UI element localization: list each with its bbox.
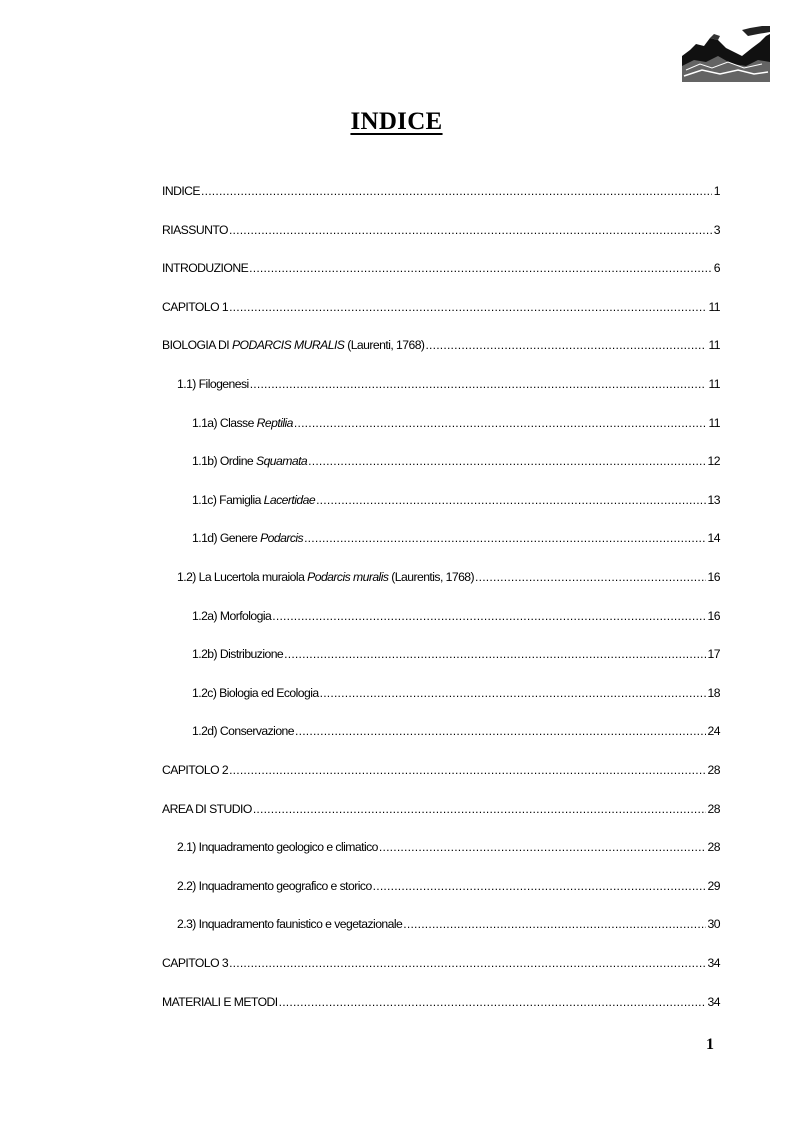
toc-entry-label	[177, 917, 402, 931]
toc-entry-label-part: AREA DI STUDIO	[162, 801, 252, 816]
toc-entry-label-part: 1.2a) Morfologia	[192, 608, 272, 623]
toc-entry-label-part: 1.1a) Classe	[192, 415, 257, 430]
toc-entry[interactable]	[162, 261, 720, 281]
toc-entry-page: 18	[707, 685, 720, 700]
toc-entry-label	[177, 570, 474, 584]
toc-entry[interactable]	[177, 840, 720, 860]
toc-entry[interactable]	[192, 493, 720, 513]
toc-entry-page: 34	[707, 956, 720, 970]
toc-leader-dots	[284, 647, 705, 661]
toc-entry-page: 11	[708, 338, 720, 353]
toc-entry-label-part: BIOLOGIA DI	[162, 338, 232, 353]
toc-entry[interactable]	[192, 416, 720, 436]
toc-entry-label-part: 1.2c) Biologia ed Ecologia	[192, 685, 319, 700]
toc-entry-label	[192, 454, 307, 468]
page-title: INDICE	[350, 108, 443, 135]
toc-entry-label-part: 1.1b) Ordine	[192, 454, 256, 469]
toc-entry-label-part: (Laurenti, 1768)	[344, 338, 425, 353]
toc-entry-page: 17	[707, 647, 720, 662]
toc-entry-label-part: MATERIALI E METODI	[162, 994, 278, 1009]
toc-leader-dots	[272, 609, 705, 623]
toc-entry-label-part: 2.3) Inquadramento faunistico e vegetazionale	[177, 917, 403, 932]
toc-entry-label-part: PODARCIS MURALIS	[231, 338, 345, 353]
toc-entry[interactable]	[162, 338, 720, 358]
toc-entry[interactable]	[192, 686, 720, 706]
toc-entry[interactable]	[192, 609, 720, 629]
toc-entry[interactable]	[162, 802, 720, 822]
toc-entry[interactable]	[192, 531, 720, 551]
toc-entry-label	[192, 416, 293, 430]
toc-entry[interactable]	[162, 184, 720, 204]
toc-entry-page: 3	[713, 222, 720, 237]
toc-leader-dots	[425, 338, 706, 352]
toc-entry-label-part: Reptilia	[256, 415, 293, 430]
toc-entry-label-part: 2.1) Inquadramento geologico e climatico	[177, 840, 378, 855]
toc-leader-dots	[379, 840, 706, 854]
toc-entry-page: 1	[713, 184, 720, 198]
toc-leader-dots	[304, 531, 705, 545]
toc-entry-label-part: 2.2) Inquadramento geografico e storico	[177, 878, 372, 893]
toc-entry[interactable]	[177, 917, 720, 937]
toc-entry[interactable]	[192, 454, 720, 474]
toc-entry-page: 11	[708, 377, 720, 391]
toc-entry-label-part: 1.1c) Famiglia	[192, 492, 264, 507]
toc-entry[interactable]	[162, 995, 720, 1015]
toc-entry-label	[192, 493, 315, 507]
toc-entry[interactable]	[162, 763, 720, 783]
toc-entry-label-part: INTRODUZIONE	[162, 261, 249, 276]
toc-entry-label	[192, 647, 283, 661]
toc-entry-label-part: 1.1) Filogenesi	[177, 377, 249, 391]
toc-entry-label	[162, 956, 228, 970]
toc-entry[interactable]	[177, 377, 720, 397]
toc-entry-page: 11	[708, 299, 720, 314]
toc-entry-label	[177, 377, 249, 391]
toc-entry-page: 30	[707, 917, 720, 932]
toc-entry-page: 6	[713, 261, 720, 276]
toc-leader-dots	[279, 995, 706, 1009]
toc-entry-label	[162, 300, 228, 314]
toc-leader-dots	[253, 802, 706, 816]
toc-leader-dots	[308, 454, 705, 468]
toc-leader-dots	[229, 223, 712, 237]
toc-leader-dots	[201, 184, 712, 198]
toc-entry-label	[177, 879, 372, 893]
toc-entry-page: 29	[707, 878, 720, 893]
toc-entry[interactable]	[177, 570, 720, 590]
toc-entry-label-part: Podarcis	[260, 531, 304, 546]
toc-entry-label	[162, 261, 248, 275]
toc-entry-label	[162, 338, 424, 352]
toc-entry-page: 11	[708, 415, 720, 430]
toc-entry-label	[162, 223, 228, 237]
toc-entry-label	[162, 995, 278, 1009]
toc-entry-page: 14	[707, 531, 720, 546]
toc-leader-dots	[316, 493, 705, 507]
toc-entry-label-part: 1.1d) Genere	[192, 531, 261, 546]
toc-entry-label-part: CAPITOLO 2	[162, 763, 229, 777]
toc-entry[interactable]	[162, 956, 720, 976]
toc-entry-label	[192, 686, 319, 700]
toc-leader-dots	[250, 377, 707, 391]
toc-entry-label-part: 1.2d) Conservazione	[192, 724, 295, 739]
toc-entry-page: 28	[707, 801, 720, 816]
page-number: 1	[706, 1036, 714, 1053]
toc-leader-dots	[403, 917, 705, 931]
toc-entry-label-part: Lacertidae	[263, 492, 316, 507]
toc-leader-dots	[373, 879, 706, 893]
toc-entry-label	[192, 724, 294, 738]
toc-entry-label-part: (Laurentis, 1768)	[388, 570, 475, 584]
toc-entry[interactable]	[192, 647, 720, 667]
toc-entry-page: 16	[707, 570, 720, 584]
toc-leader-dots	[294, 416, 707, 430]
toc-entry-label-part: INDICE	[162, 184, 201, 198]
toc-entry-label	[177, 840, 378, 854]
toc-entry-label-part: CAPITOLO 3	[162, 956, 229, 970]
toc-entry-label	[162, 763, 228, 777]
toc-entry-page: 34	[707, 994, 720, 1009]
toc-entry-page: 16	[707, 608, 720, 623]
landscape-logo-icon	[682, 26, 770, 82]
toc-entry[interactable]	[162, 223, 720, 243]
toc-entry-label-part: 1.2b) Distribuzione	[192, 647, 284, 662]
toc-entry[interactable]	[192, 724, 720, 744]
toc-leader-dots	[229, 763, 705, 777]
toc-leader-dots	[249, 261, 712, 275]
toc-entry-label	[192, 531, 303, 545]
toc-leader-dots	[229, 956, 705, 970]
toc-entry-label	[162, 184, 200, 198]
toc-entry-page: 28	[707, 840, 720, 855]
toc-entry-label-part: Squamata	[255, 454, 308, 469]
toc-leader-dots	[295, 724, 706, 738]
toc-leader-dots	[320, 686, 706, 700]
toc-leader-dots	[229, 300, 706, 314]
toc-entry-label-part: CAPITOLO 1	[162, 299, 229, 314]
toc-entry-page: 13	[707, 492, 720, 507]
toc-entry-label-part: RIASSUNTO	[162, 222, 228, 237]
toc-entry[interactable]	[177, 879, 720, 899]
toc-leader-dots	[475, 570, 705, 584]
toc-entry-label-part: Podarcis muralis	[307, 570, 389, 584]
toc-entry-label	[162, 802, 252, 816]
toc-entry[interactable]	[162, 300, 720, 320]
toc-entry-page: 28	[707, 763, 720, 777]
toc-entry-page: 24	[707, 724, 720, 739]
toc-entry-label-part: 1.2) La Lucertola muraiola	[177, 570, 308, 584]
toc-entry-label	[192, 609, 271, 623]
toc-entry-page: 12	[707, 454, 720, 469]
